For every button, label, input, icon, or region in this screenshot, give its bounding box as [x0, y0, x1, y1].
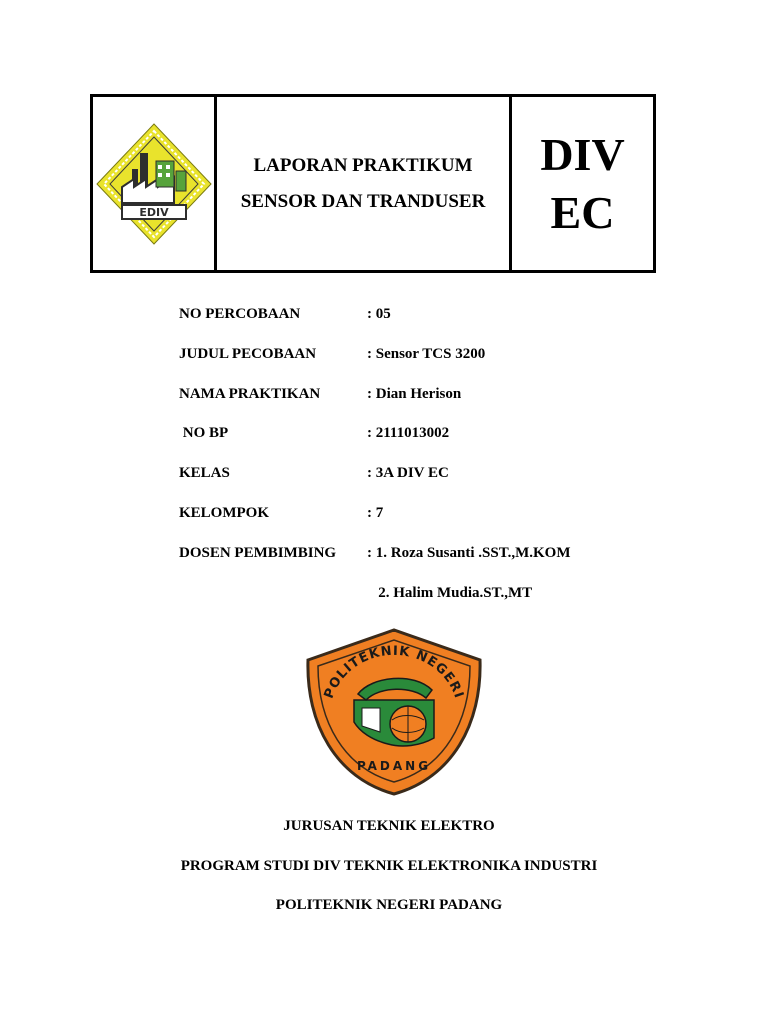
div-logo-text: EDIV	[138, 205, 169, 219]
info-label: DOSEN PEMBIMBING	[179, 544, 337, 561]
info-label: JUDUL PECOBAAN	[179, 345, 317, 362]
politeknik-logo-icon	[302, 628, 486, 796]
info-value: : 05	[367, 306, 391, 322]
report-title-line1: LAPORAN PRAKTIKUM	[253, 154, 473, 176]
program-code-line2: EC	[550, 186, 615, 238]
politeknik-badge	[302, 628, 486, 796]
report-title-line2: SENSOR DAN TRANDUSER	[240, 190, 486, 212]
footer	[0, 818, 768, 937]
info-value: : Sensor TCS 3200	[367, 345, 486, 362]
header-table	[90, 94, 656, 273]
badge-bottom-text: PADANG	[356, 759, 432, 773]
study-program-line: PROGRAM STUDI DIV TEKNIK ELEKTRONIKA INDUSTRI	[180, 857, 598, 874]
info-value: : 7	[367, 504, 384, 521]
department-line: JURUSAN TEKNIK ELEKTRO	[283, 818, 495, 834]
report-title-cell	[217, 97, 512, 270]
badge-top-text: POLITEKNIK NEGERI	[321, 643, 467, 701]
div-ec-logo-icon	[94, 121, 214, 247]
info-value: : 2111013002	[367, 425, 450, 442]
info-label: KELAS	[179, 465, 230, 482]
info-value: 2. Halim Mudia.ST.,MT	[367, 584, 533, 601]
institution-line: POLITEKNIK NEGERI PADANG	[275, 897, 503, 913]
info-label: NO PERCOBAAN	[179, 306, 301, 322]
info-label: NO BP	[179, 425, 229, 442]
div-ec-logo-cell	[93, 97, 217, 270]
info-value: : 1. Roza Susanti .SST.,M.KOM	[367, 544, 571, 561]
program-code-line1: DIV	[540, 128, 625, 180]
info-value: : Dian Herison	[367, 385, 462, 402]
program-code-cell	[512, 97, 653, 270]
info-label: KELOMPOK	[179, 504, 269, 521]
info-label: NAMA PRAKTIKAN	[179, 385, 321, 402]
info-value: : 3A DIV EC	[367, 465, 449, 482]
